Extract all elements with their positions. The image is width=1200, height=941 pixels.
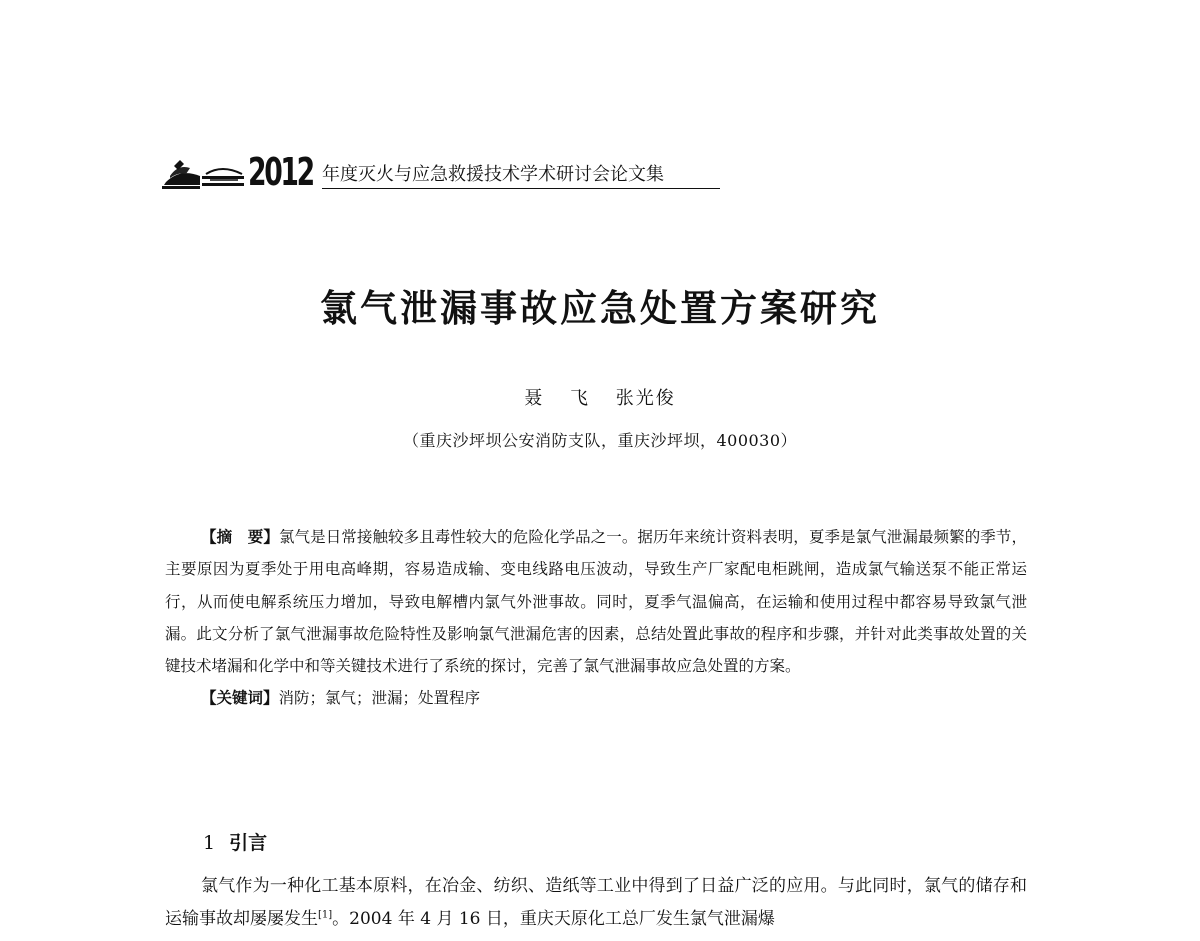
header-title: 年度灭火与应急救援技术学术研讨会论文集 xyxy=(322,164,664,185)
section-heading xyxy=(203,828,267,855)
section-number: 1 xyxy=(203,832,216,854)
keywords-paragraph xyxy=(165,682,1027,714)
running-header xyxy=(160,150,740,194)
body-paragraph xyxy=(165,870,1027,936)
book-stack-logo-icon xyxy=(160,156,246,190)
keywords-label: 【关键词】 xyxy=(201,688,279,708)
header-underline xyxy=(322,188,720,189)
body-text-part1: 氯气作为一种化工基本原料，在冶金、纺织、造纸等工业中得到了日益广泛的应用。与此同时，氯气的储存和运输事故却屡屡发生 xyxy=(165,876,1027,929)
section-title: 引言 xyxy=(229,832,268,854)
paper-affiliation: （重庆沙坪坝公安消防支队，重庆沙坪坝，400030） xyxy=(402,431,798,450)
header-year: 2012 xyxy=(248,150,313,194)
abstract-text: 氯气是日常接触较多且毒性较大的危险化学品之一。据历年来统计资料表明，夏季是氯气泄漏最频繁的季节，主要原因为夏季处于用电高峰期，容易造成输、变电线路电压波动，导致生产厂家配电柜跳闸，造成氯气输送泵不能正常运行，从而使电解系统压力增加，导致电解槽内氯气外泄事故。同时，夏季气温偏高，在运输和使用过程中都容易导致氯气泄漏。此文分析了氯气泄漏事故危险特性及影响氯气泄漏危害的因素，总结处置此事故的程序和步骤，并针对此类事故处置的关键技术堵漏和化学中和等关键技术进行了系统的探讨，完善了氯气泄漏事故应急处置的方案。 xyxy=(165,528,1027,676)
abstract-block xyxy=(165,521,1027,715)
paper-title: 氯气泄漏事故应急处置方案研究 xyxy=(320,286,880,330)
abstract-paragraph xyxy=(165,521,1027,682)
keywords-text: 消防；氯气；泄漏；处置程序 xyxy=(278,689,481,708)
paper-authors: 聂 飞 张光俊 xyxy=(524,388,676,409)
abstract-label: 【摘 要】 xyxy=(201,527,279,546)
body-text-part2: 。2004 年 4 月 16 日，重庆天原化工总厂发生氯气泄漏爆 xyxy=(332,909,775,929)
citation-ref[interactable]: [1] xyxy=(318,909,333,921)
